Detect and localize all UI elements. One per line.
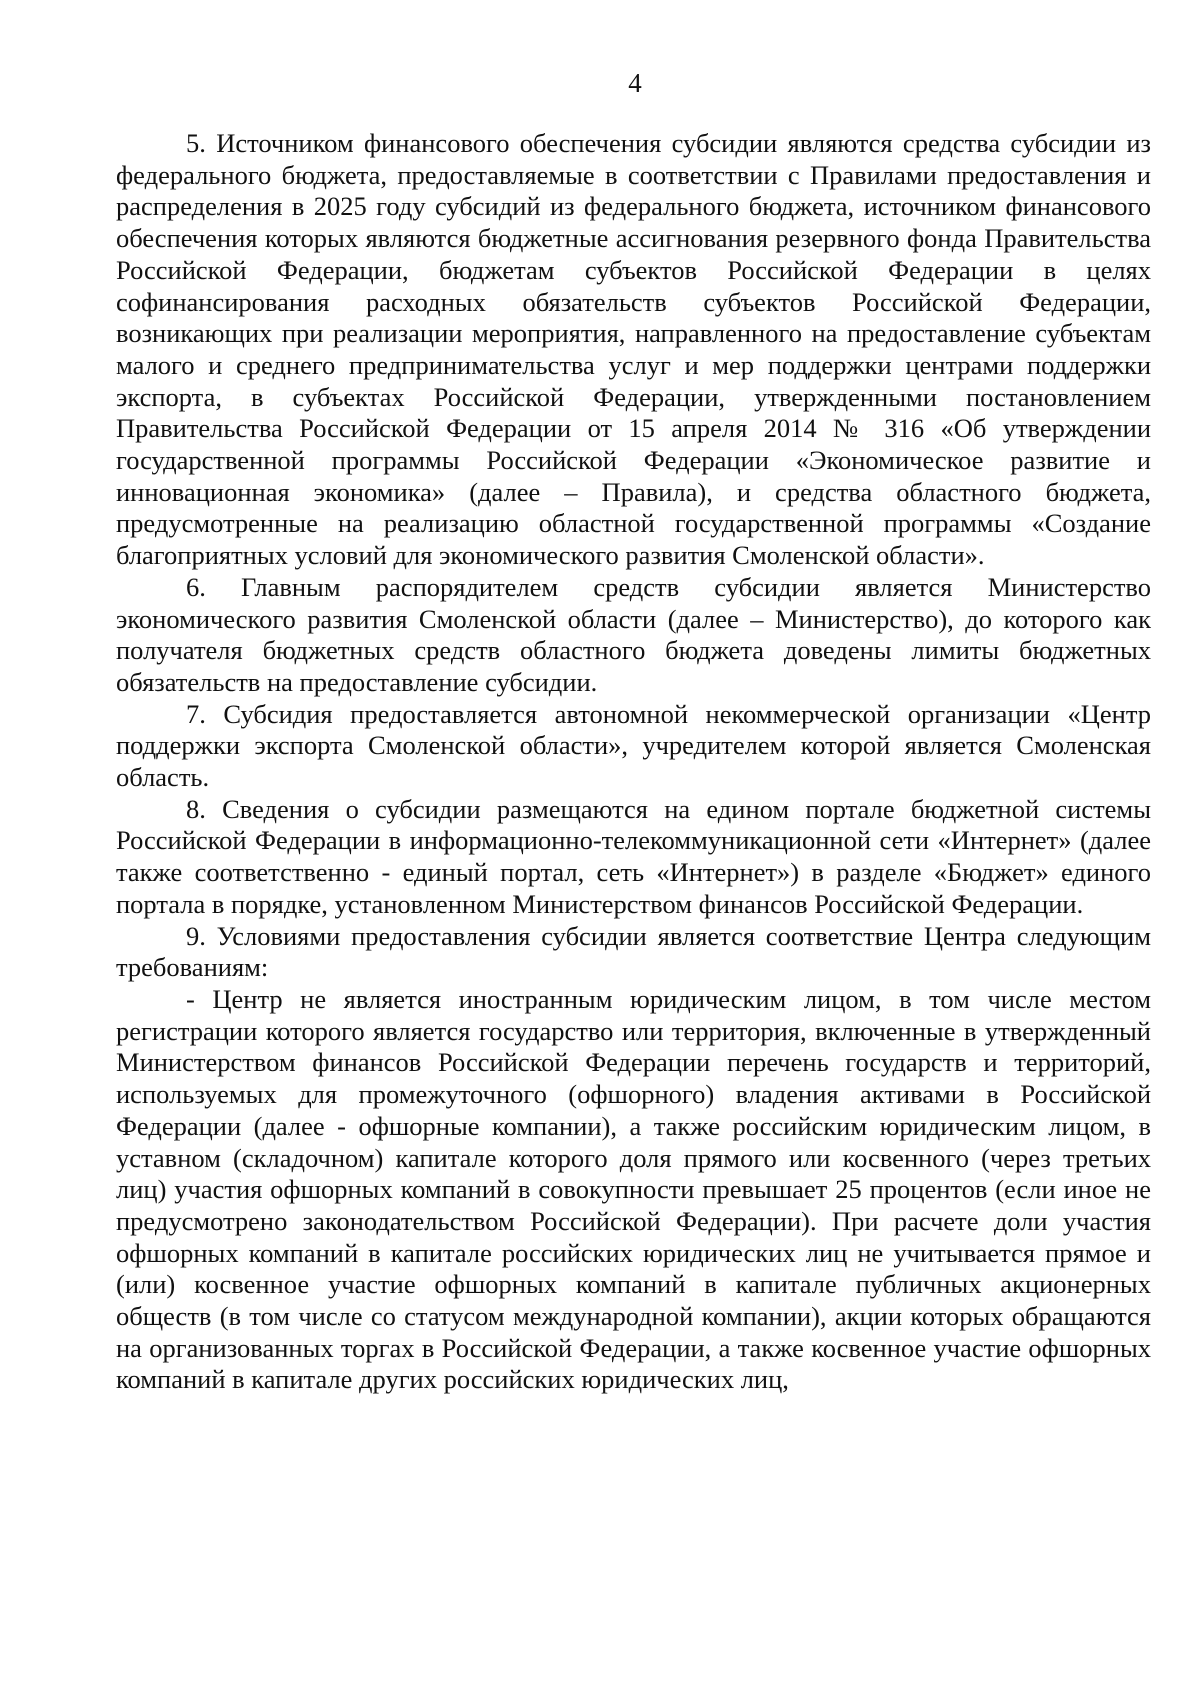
paragraph-condition-offshore: - Центр не является иностранным юридическим лицом, в том числе местом регистрации которого является государство или территория, включенные в утвержденный Министерством финансов Российской Федерации перечень государств и территорий, используемых для промежуточного (офшорного) владения активами в Российской Федерации (далее - офшорные компании), а также российским юридическим лицом, в уставном (складочном) капитале которого доля прямого или косвенного (через третьих лиц) участия офшорных компаний в совокупности превышает 25 процентов (если иное не предусмотрено законодательством Российской Федерации). При расчете доли участия офшорных компаний в капитале российских юридических лиц не учитывается прямое и (или) косвенное участие офшорных компаний в капитале публичных акционерных обществ (в том числе со статусом международной компании), акции которых обращаются на организованных торгах в Российской Федерации, а также косвенное участие офшорных компаний в капитале других российских юридических лиц,	[116, 983, 1151, 1395]
document-body	[116, 128, 1151, 1396]
paragraph-9-conditions: 9. Условиями предоставления субсидии является соответствие Центра следующим требованиям:	[116, 920, 1151, 983]
page-number: 4	[628, 68, 642, 98]
paragraph-8-publication: 8. Сведения о субсидии размещаются на едином портале бюджетной системы Российской Федерации в информационно-телекоммуникационной сети «Интернет» (далее также соответственно - единый портал, сеть «Интернет») в разделе «Бюджет» единого портала в порядке, установленном Министерством финансов Российской Федерации.	[116, 793, 1151, 919]
paragraph-5-funding-source: 5. Источником финансового обеспечения субсидии являются средства субсидии из федерального бюджета, предоставляемые в соответствии с Правилами предоставления и распределения в 2025 году субсидий из федерального бюджета, источником финансового обеспечения которых являются бюджетные ассигнования резервного фонда Правительства Российской Федерации, бюджетам субъектов Российской Федерации в целях софинансирования расходных обязательств субъектов Российской Федерации, возникающих при реализации мероприятия, направленного на предоставление субъектам малого и среднего предпринимательства услуг и мер поддержки центрами поддержки экспорта, в субъектах Российской Федерации, утвержденными постановлением Правительства Российской Федерации от 15 апреля 2014 № 316 «Об утверждении государственной программы Российской Федерации «Экономическое развитие и инновационная экономика» (далее – Правила), и средства областного бюджета, предусмотренные на реализацию областной государственной программы «Создание благоприятных условий для экономического развития Смоленской области».	[116, 128, 1151, 571]
paragraph-6-chief-administrator: 6. Главным распорядителем средств субсидии является Министерство экономического развития Смоленской области (далее – Министерство), до которого как получателя бюджетных средств областного бюджета доведены лимиты бюджетных обязательств на предоставление субсидии.	[116, 571, 1151, 697]
paragraph-7-recipient: 7. Субсидия предоставляется автономной некоммерческой организации «Центр поддержки экспорта Смоленской области», учредителем которой является Смоленская область.	[116, 698, 1151, 793]
